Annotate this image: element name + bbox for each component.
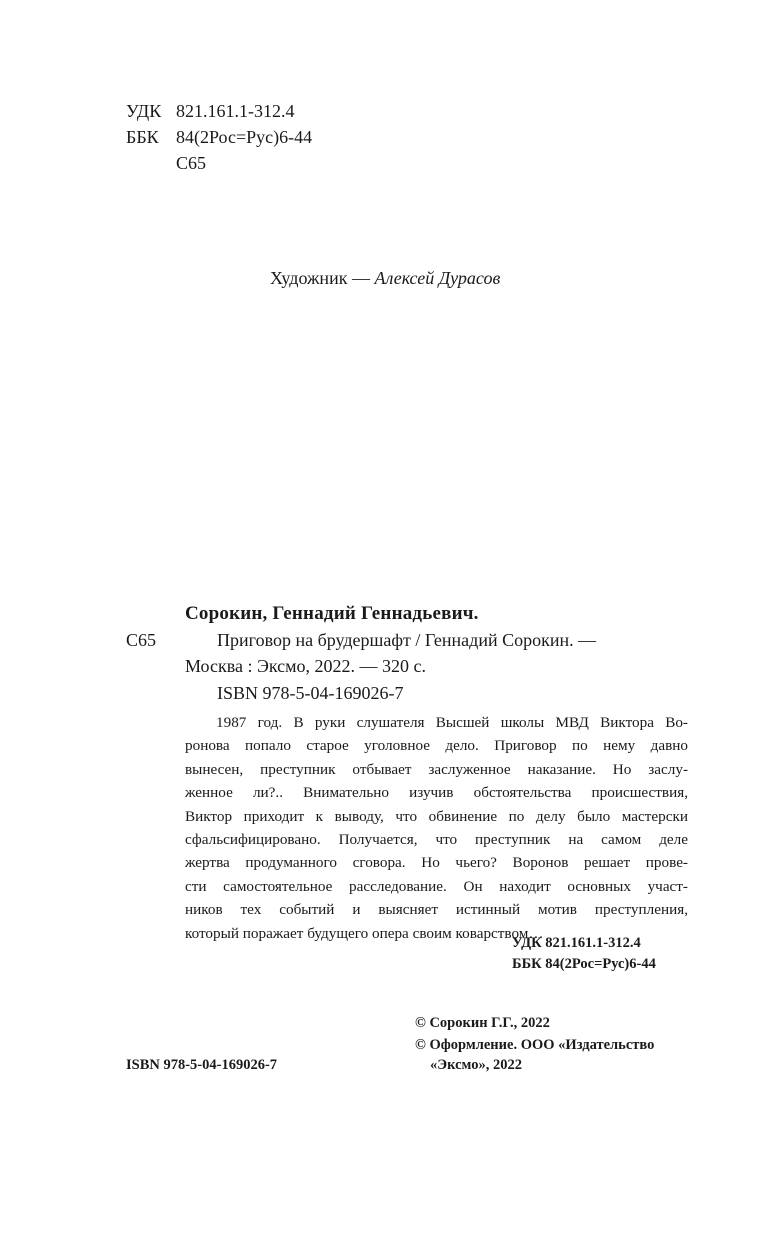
artist-label: Художник — bbox=[270, 268, 370, 288]
card-author-mark: С65 bbox=[126, 630, 157, 650]
artist-name: Алексей Дурасов bbox=[374, 268, 501, 288]
card-udk: УДК 821.161.1-312.4 bbox=[512, 935, 641, 951]
copyright-design-line-1: © Оформление. ООО «Издательство bbox=[415, 1037, 655, 1053]
annotation-line: женное ли?.. Внимательно изучив обстоятельства происшествия, bbox=[185, 784, 688, 802]
bbk-row bbox=[126, 124, 376, 150]
annotation-line: 1987 год. В руки слушателя Высшей школы МВД Виктора Во- bbox=[216, 714, 688, 731]
author-heading: Сорокин, Геннадий Геннадьевич. bbox=[185, 603, 479, 624]
bbk-value: 84(2Рос=Рус)6-44 bbox=[176, 127, 313, 147]
copyright-author: © Сорокин Г.Г., 2022 bbox=[415, 1015, 550, 1031]
annotation-line: сфальсифицировано. Получается, что преступник на самом деле bbox=[185, 831, 688, 849]
title-line-2: Москва : Эксмо, 2022. — 320 с. bbox=[185, 656, 427, 676]
annotation-line: сти самостоятельное расследование. Он находит основных участ- bbox=[185, 877, 688, 895]
udk-value: 821.161.1-312.4 bbox=[176, 101, 295, 121]
copyright-design-line-2: «Эксмо», 2022 bbox=[430, 1057, 522, 1073]
author-mark-top: С65 bbox=[176, 153, 207, 173]
annotation-line: жертва продуманного сговора. Но чьего? Воронов решает прове- bbox=[185, 854, 688, 872]
annotation-line: ронова попало старое уголовное дело. Приговор по нему давно bbox=[185, 737, 688, 755]
annotation-line: Виктор приходит к выводу, что обвинение по делу было мастерски bbox=[185, 807, 688, 825]
udk-label: УДК bbox=[126, 101, 162, 121]
annotation-line: вынесен, преступник отбывает заслуженное наказание. Но заслу- bbox=[185, 760, 688, 778]
annotation-line: который поражает будущего опера своим коварством… bbox=[185, 924, 544, 942]
title-line-1: Приговор на брудершафт / Геннадий Сорокин. — bbox=[217, 630, 597, 650]
footer-isbn: ISBN 978-5-04-169026-7 bbox=[126, 1057, 278, 1073]
card-isbn: ISBN 978-5-04-169026-7 bbox=[217, 683, 404, 703]
annotation-line: ников тех событий и выясняет истинный мотив преступления, bbox=[185, 901, 688, 919]
card-bbk: ББК 84(2Рос=Рус)6-44 bbox=[512, 956, 656, 972]
udk-row bbox=[126, 98, 376, 124]
artist-credit bbox=[270, 268, 500, 289]
annotation bbox=[185, 711, 688, 945]
bbk-label: ББК bbox=[126, 127, 159, 147]
